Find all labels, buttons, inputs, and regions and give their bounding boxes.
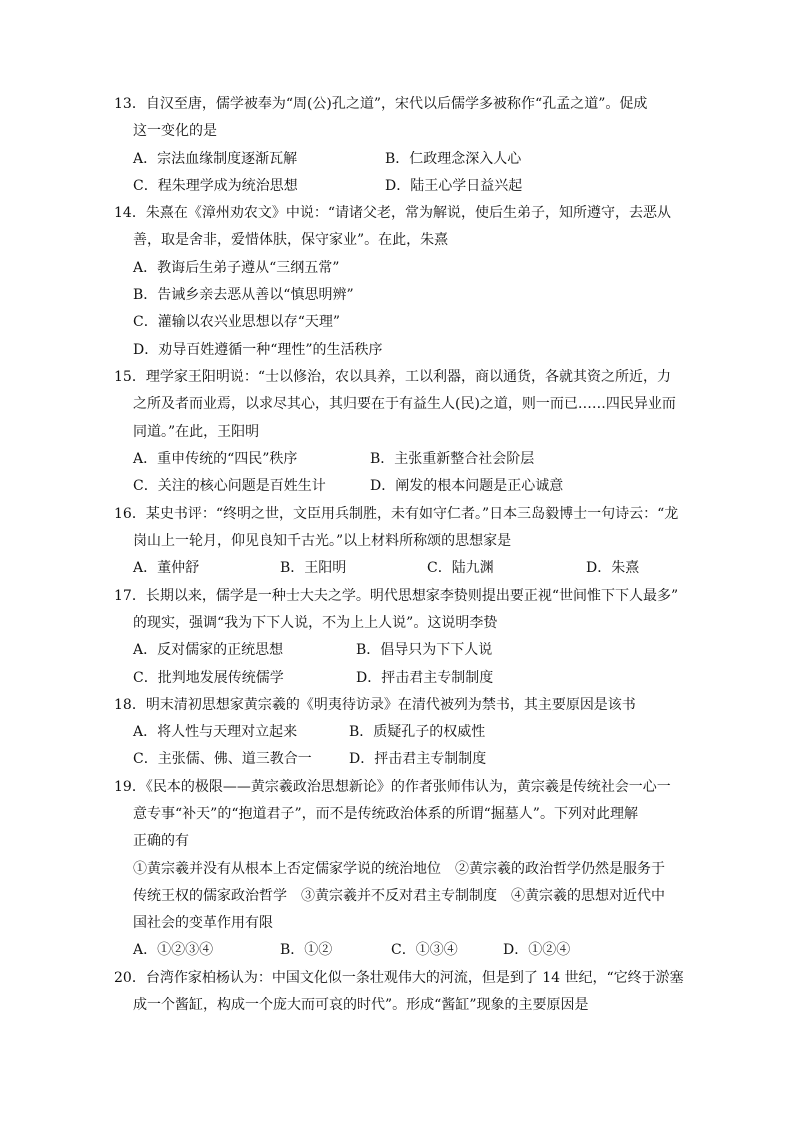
question-16-option-b: B．王阳明 (280, 560, 347, 576)
question-17-option-c: C．批判地发展传统儒学 (133, 670, 284, 686)
question-14-option-c: C．灌输以农兴业思想以存“天理” (133, 314, 341, 330)
question-17-line-2: 的现实，强调“我为下下人说，不为上上人说”。这说明李贽 (133, 615, 498, 631)
question-14-option-a: A．教诲后生弟子遵从“三纲五常” (133, 260, 340, 276)
question-16-line-2: 岗山上一轮月，仰见良知千古光。”以上材料所称颂的思想家是 (133, 533, 512, 549)
question-14-option-d: D．劝导百姓遵循一种“理性”的生活秩序 (133, 342, 383, 358)
question-15-option-c: C．关注的核心问题是百姓生计 (133, 478, 326, 494)
question-18-option-b: B．质疑孔子的权威性 (349, 724, 486, 740)
question-15-option-b: B．主张重新整合社会阶层 (370, 451, 535, 467)
question-16-option-c: C．陆九渊 (427, 560, 494, 576)
question-14-option-b: B．告诫乡亲去恶从善以“慎思明辨” (133, 287, 354, 303)
question-19-option-c: C．①③④ (391, 942, 458, 958)
question-16-line-1: 16．某史书评：“终明之世，文臣用兵制胜，未有如守仁者。”日本三岛毅博士一句诗云：“龙 (114, 506, 679, 522)
question-17-option-d: D．抨击君主专制制度 (356, 670, 494, 686)
question-13-option-c: C．程朱理学成为统治思想 (133, 178, 298, 194)
question-19-option-d: D．①②④ (503, 942, 571, 958)
question-19-statement-line-3: 国社会的变革作用有限 (133, 915, 273, 931)
question-15-line-2: 之所及者而业焉，以求尽其心，其归要在于有益生人(民)之道，则一而已……四民异业而 (133, 396, 676, 412)
question-13-option-a: A．宗法血缘制度逐渐瓦解 (133, 151, 298, 167)
question-15-line-3: 同道。”在此，王阳明 (133, 424, 260, 440)
question-13-option-b: B．仁政理念深入人心 (385, 151, 522, 167)
question-17-option-b: B．倡导只为下下人说 (356, 642, 493, 658)
question-19-line-2: 意专事“补天”的“抱道君子”，而不是传统政治体系的所谓“掘墓人”。下列对此理解 (133, 806, 638, 822)
question-19-statement-line-2: 传统王权的儒家政治哲学 ③黄宗羲并不反对君主专制制度 ④黄宗羲的思想对近代中 (133, 888, 665, 904)
question-18-line-1: 18．明末清初思想家黄宗羲的《明夷待访录》在清代被列为禁书，其主要原因是该书 (114, 697, 636, 713)
question-19-statement-line-1: ①黄宗羲并没有从根本上否定儒家学说的统治地位 ②黄宗羲的政治哲学仍然是服务于 (133, 861, 665, 877)
question-20-line-2: 成一个酱缸，构成一个庞大而可哀的时代”。形成“酱缸”现象的主要原因是 (133, 997, 589, 1013)
question-13-line-2: 这一变化的是 (133, 123, 217, 139)
question-19-option-b: B．①② (280, 942, 333, 958)
question-15-option-a: A．重申传统的“四民”秩序 (133, 451, 298, 467)
question-19-line-3: 正确的有 (133, 833, 189, 849)
question-18-option-a: A．将人性与天理对立起来 (133, 724, 298, 740)
question-18-option-c: C．主张儒、佛、道三教合一 (133, 751, 312, 767)
question-19-line-1: 19．《民本的极限——黄宗羲政治思想新论》的作者张师伟认为，黄宗羲是传统社会一心一 (114, 779, 671, 795)
question-16-option-d: D．朱熹 (586, 560, 640, 576)
question-14-line-2: 善，取是舍非，爱惜体肤，保守家业”。在此，朱熹 (133, 232, 449, 248)
question-20-line-1: 20．台湾作家柏杨认为：中国文化似一条壮观伟大的河流，但是到了 14 世纪，“它终于淤塞 (114, 970, 684, 986)
question-13-line-1: 13．自汉至唐，儒学被奉为“周(公)孔之道”，宋代以后儒学多被称作“孔孟之道”。促成 (114, 96, 648, 112)
question-13-option-d: D．陆王心学日益兴起 (385, 178, 523, 194)
question-19-option-a: A．①②③④ (133, 942, 214, 958)
question-16-option-a: A．董仲舒 (133, 560, 200, 576)
question-15-line-1: 15．理学家王阳明说：“士以修治，农以具养，工以利器，商以通货，各就其资之所近，力 (114, 369, 671, 385)
question-17-option-a: A．反对儒家的正统思想 (133, 642, 284, 658)
question-14-line-1: 14．朱熹在《漳州劝农文》中说：“请诸父老，常为解说，使后生弟子，知所遵守，去恶从 (114, 205, 671, 221)
question-17-line-1: 17．长期以来，儒学是一种士大夫之学。明代思想家李贽则提出要正视“世间惟下下人最多” (114, 588, 679, 604)
question-18-option-d: D．抨击君主专制制度 (349, 751, 487, 767)
question-15-option-d: D．阐发的根本问题是正心诚意 (370, 478, 564, 494)
